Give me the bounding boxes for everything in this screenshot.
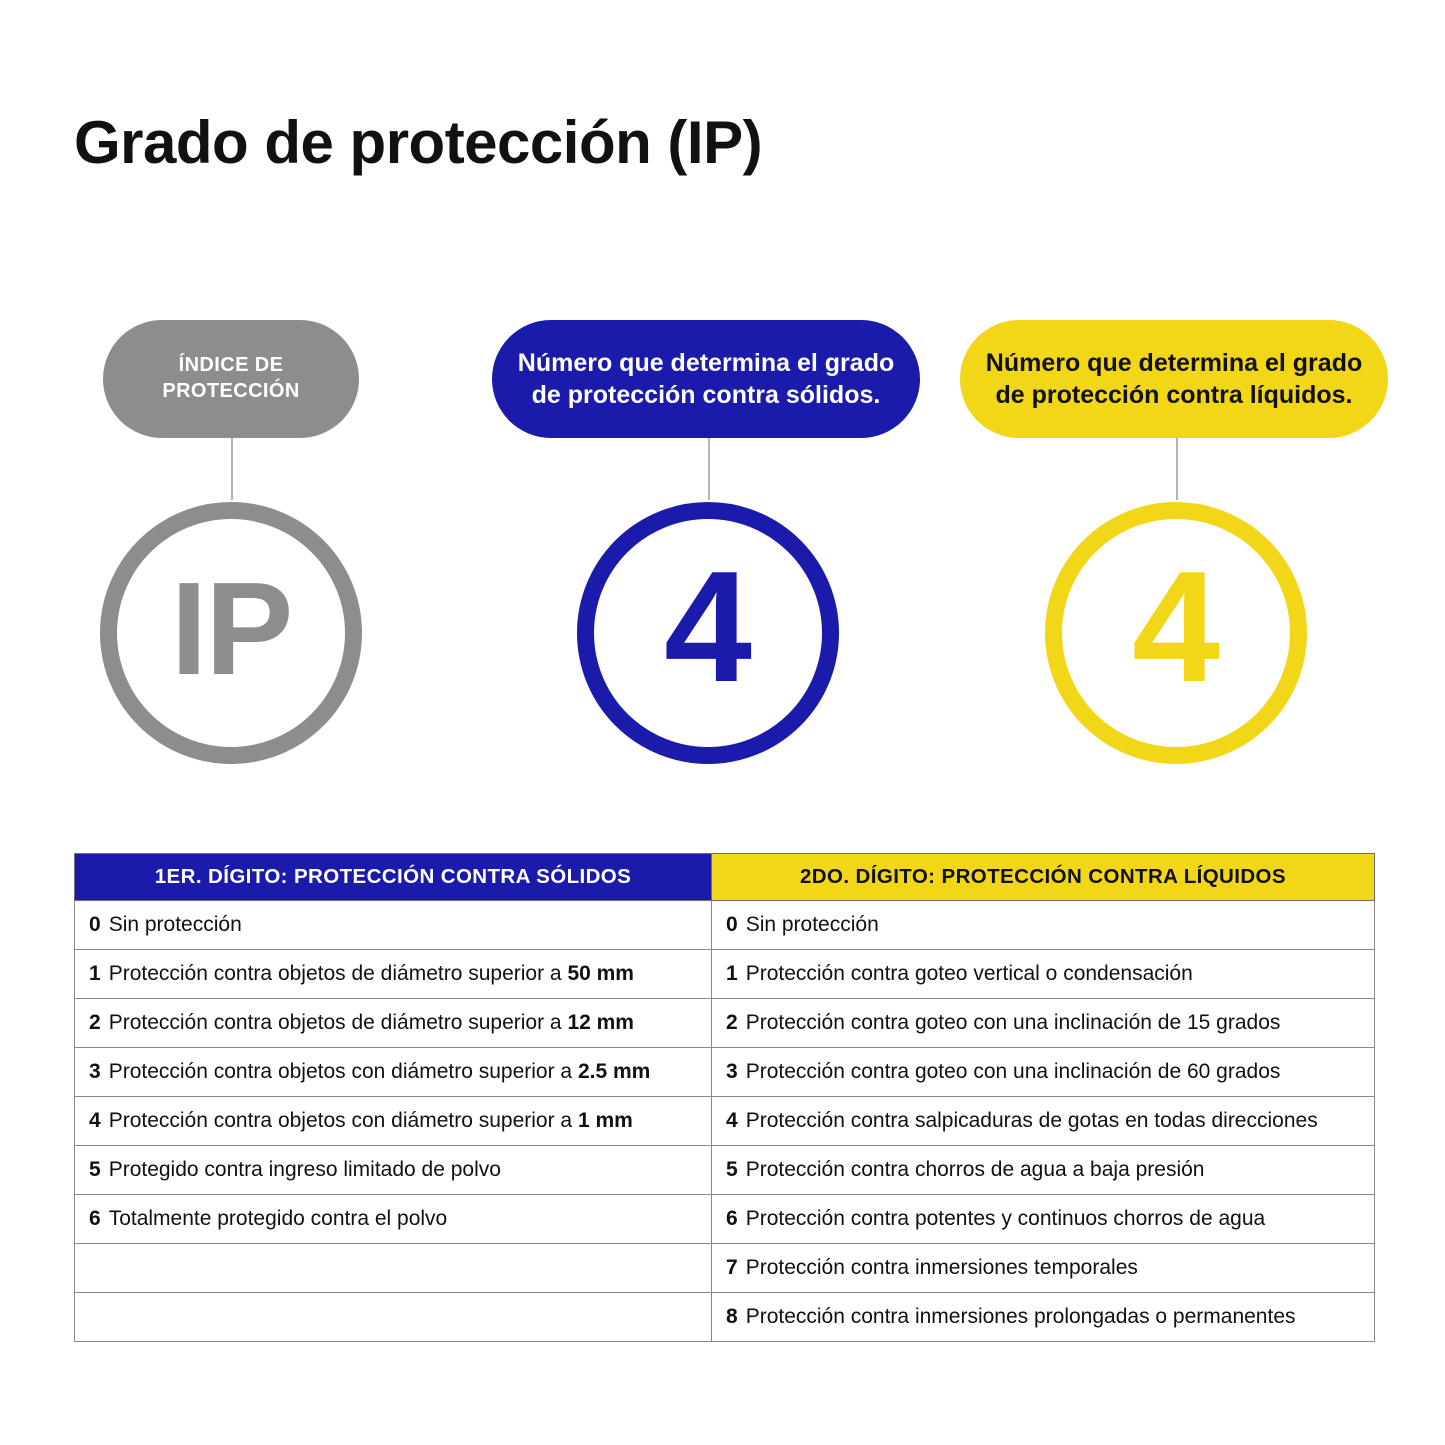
table-cell-liquids [712,1146,1375,1195]
digit-number: 4 [89,1109,101,1132]
table-row [75,1048,1375,1097]
connector-line-solids [708,438,710,500]
digit-description: Protección contra objetos de diámetro superior a 50 mm [108,962,634,985]
table-cell-empty [75,1244,712,1293]
digit-number: 4 [726,1109,738,1132]
digit-number: 1 [89,962,101,985]
table-cell-empty [75,1293,712,1342]
digit-description: Totalmente protegido contra el polvo [108,1207,448,1230]
digit-description: Protección contra objetos de diámetro superior a 12 mm [108,1011,634,1034]
callout-ip-line1: ÍNDICE DE [178,354,284,377]
page-title: Grado de protección (IP) [74,109,763,176]
callout-solids-line1: Número que determina el grado [517,349,895,377]
table-row [75,1293,1375,1342]
callout-ip-line2: PROTECCIÓN [162,380,300,402]
table-cell-solids [75,1048,712,1097]
callout-liquids-line2: de protección contra líquidos. [995,381,1353,409]
table-cell-liquids [712,1195,1375,1244]
digit-description: Protección contra goteo con una inclinación de 60 grados [745,1060,1281,1083]
table-row [75,1195,1375,1244]
ip-diagram [0,320,1445,820]
digit-number: 0 [726,913,738,936]
digit-number: 5 [89,1158,101,1181]
digit-number: 1 [726,962,738,985]
solids-digit-label: 4 [664,539,752,715]
ip-digits-table-wrapper [74,853,1374,1342]
digit-description: Protección contra inmersiones temporales [745,1256,1138,1279]
digit-description: Sin protección [108,913,242,936]
table-cell-solids [75,1195,712,1244]
table-cell-solids [75,950,712,999]
digit-description: Protección contra objetos con diámetro superior a 1 mm [108,1109,633,1132]
digit-description: Protección contra inmersiones prolongadas o permanentes [745,1305,1296,1328]
callout-liquids-line1: Número que determina el grado [985,349,1363,377]
digit-number: 0 [89,913,101,936]
digit-number: 3 [89,1060,101,1083]
connector-line-liquids [1176,438,1178,500]
digit-number: 8 [726,1305,738,1328]
table-row [75,1146,1375,1195]
table-cell-liquids [712,999,1375,1048]
table-row [75,1097,1375,1146]
callout-liquids [960,320,1388,438]
table-header-solids: 1ER. DÍGITO: PROTECCIÓN CONTRA SÓLIDOS [75,854,712,901]
table-cell-liquids [712,1048,1375,1097]
digit-number: 7 [726,1256,738,1279]
connector-line-ip [231,438,233,500]
digit-number: 3 [726,1060,738,1083]
digit-description: Protección contra goteo vertical o condensación [745,962,1193,985]
table-cell-liquids [712,1244,1375,1293]
table-cell-solids [75,901,712,950]
digit-description: Protección contra objetos con diámetro superior a 2.5 mm [108,1060,651,1083]
ip-digits-table [74,853,1375,1342]
table-cell-liquids [712,950,1375,999]
digit-number: 6 [89,1207,101,1230]
diagram-column-ip [96,320,366,702]
digit-description: Protección contra chorros de agua a baja presión [745,1158,1205,1181]
digit-description: Protección contra goteo con una inclinación de 15 grados [745,1011,1281,1034]
table-cell-solids [75,1097,712,1146]
table-cell-liquids [712,1293,1375,1342]
table-cell-solids [75,1146,712,1195]
table-row [75,1244,1375,1293]
ring-solids-digit [577,502,839,764]
table-cell-liquids [712,901,1375,950]
diagram-column-solids [492,320,924,715]
ip-symbol-label: IP [170,555,292,702]
digit-description: Sin protección [745,913,879,936]
digit-description: Protegido contra ingreso limitado de polvo [108,1158,501,1181]
table-row [75,901,1375,950]
liquids-digit-label: 4 [1132,539,1220,715]
table-cell-liquids [712,1097,1375,1146]
digit-number: 5 [726,1158,738,1181]
ring-liquids-digit [1045,502,1307,764]
table-row [75,999,1375,1048]
digit-description: Protección contra potentes y continuos chorros de agua [745,1207,1266,1230]
table-row [75,950,1375,999]
callout-solids [492,320,920,438]
callout-ip [103,320,359,438]
digit-number: 6 [726,1207,738,1230]
table-header-row [75,854,1375,901]
diagram-column-liquids [960,320,1392,715]
table-cell-solids [75,999,712,1048]
callout-solids-line2: de protección contra sólidos. [531,381,881,409]
ring-ip [100,502,362,764]
digit-number: 2 [89,1011,101,1034]
digit-description: Protección contra salpicaduras de gotas en todas direcciones [745,1109,1318,1132]
table-header-liquids: 2DO. DÍGITO: PROTECCIÓN CONTRA LÍQUIDOS [712,854,1375,901]
digit-number: 2 [726,1011,738,1034]
